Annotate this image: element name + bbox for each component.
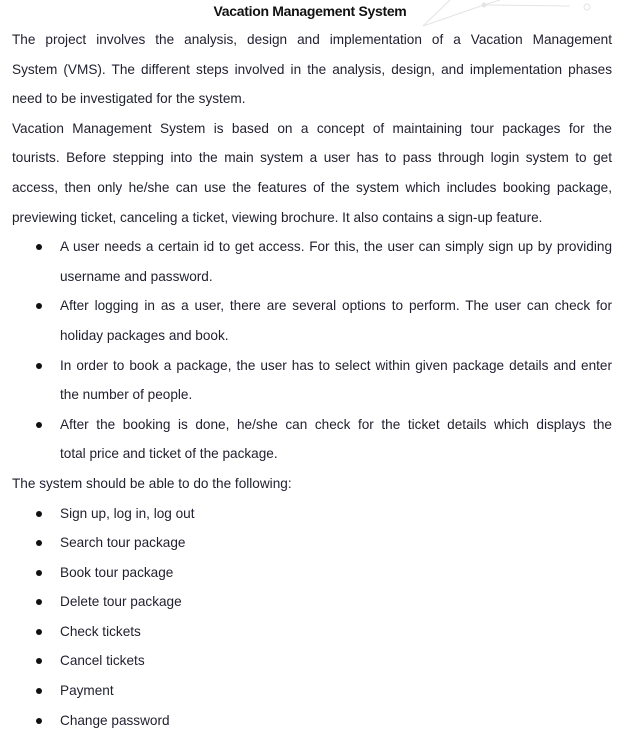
bullet-icon	[36, 570, 42, 576]
bullet-icon	[36, 658, 42, 664]
bullet-item	[12, 558, 612, 588]
paragraph-line	[12, 173, 612, 203]
line-text: The system should be able to do the following:	[12, 475, 292, 491]
bullet-item-line	[12, 439, 612, 469]
bullet-item-line	[12, 351, 612, 381]
bullet-icon	[36, 629, 42, 635]
line-text: previewing ticket, canceling a ticket, viewing brochure. It also contains a sign-up feature.	[12, 209, 543, 225]
line-text: Vacation Management System is based on a concept of maintaining tour packages for the	[12, 120, 612, 136]
line-text: In order to book a package, the user has to select within given package details and enter	[60, 357, 612, 373]
line-text: tourists. Before stepping into the main system a user has to pass through login system to get	[12, 150, 612, 166]
line-text: After logging in as a user, there are several options to perform. The user can check for	[60, 298, 612, 314]
paragraph-line	[12, 469, 612, 499]
line-text: need to be investigated for the system.	[12, 91, 246, 107]
bullet-item	[12, 706, 612, 736]
bullet-item-line	[12, 380, 612, 410]
bullet-icon	[36, 244, 42, 250]
line-text: Change password	[60, 712, 170, 728]
line-text: After the booking is done, he/she can check for the ticket details which displays the	[60, 416, 612, 432]
line-text: holiday packages and book.	[60, 327, 229, 343]
line-text: A user needs a certain id to get access. For this, the user can simply sign up by providing	[60, 239, 612, 255]
bullet-item-line	[12, 410, 612, 440]
document-body	[12, 25, 612, 735]
bullet-icon	[36, 511, 42, 517]
bullet-item	[12, 676, 612, 706]
page-title: Vacation Management System	[213, 3, 407, 19]
line-text: the number of people.	[60, 387, 193, 403]
bullet-icon	[36, 599, 42, 605]
bullet-item-line	[12, 262, 612, 292]
line-text: username and password.	[60, 268, 213, 284]
line-text: total price and ticket of the package.	[60, 446, 278, 462]
bullet-item	[12, 646, 612, 676]
line-text: The project involves the analysis, design and implementation of a Vacation Management	[12, 32, 612, 47]
bullet-icon	[36, 718, 42, 724]
bullet-item	[12, 587, 612, 617]
line-text: Payment	[60, 683, 114, 699]
line-text: Sign up, log in, log out	[60, 505, 195, 521]
paragraph-line	[12, 84, 612, 114]
paragraph-line	[12, 203, 612, 233]
bullet-item-line	[12, 291, 612, 321]
paragraph-line	[12, 55, 612, 85]
bullet-item-line	[12, 232, 612, 262]
bullet-item	[12, 617, 612, 647]
paragraph-line	[12, 114, 612, 144]
bullet-item	[12, 528, 612, 558]
line-text: Delete tour package	[60, 594, 182, 610]
line-text: System (VMS). The different steps involved in the analysis, design, and implementation phases	[12, 61, 612, 77]
line-text: access, then only he/she can use the features of the system which includes booking package,	[12, 179, 612, 195]
bullet-icon	[36, 540, 42, 546]
bullet-icon	[36, 363, 42, 369]
line-text: Cancel tickets	[60, 653, 145, 669]
bullet-item	[12, 499, 612, 529]
line-text: Search tour package	[60, 535, 186, 551]
line-text: Check tickets	[60, 623, 141, 639]
paragraph-line	[12, 143, 612, 173]
bullet-icon	[36, 422, 42, 428]
bullet-icon	[36, 688, 42, 694]
bullet-item-line	[12, 321, 612, 351]
bullet-icon	[36, 303, 42, 309]
line-text: Book tour package	[60, 564, 174, 580]
paragraph-line	[12, 25, 612, 55]
